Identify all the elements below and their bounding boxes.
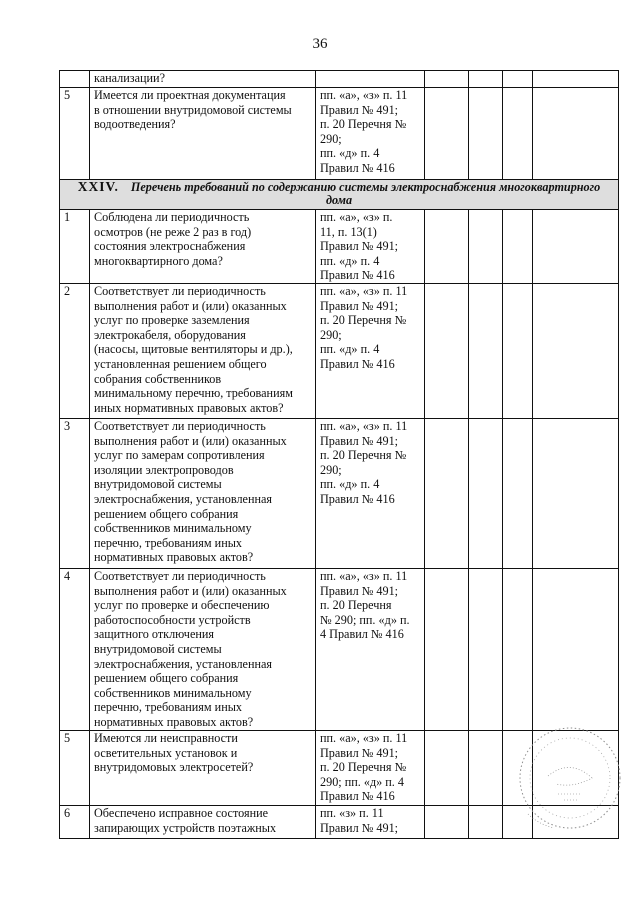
table-row	[60, 71, 619, 88]
cell-no	[469, 88, 503, 180]
row-question: Соблюдена ли периодичность осмотров (не реже 2 раз в год) состояния электроснабжения многоквартирного дома?	[90, 210, 316, 284]
row-question: Соответствует ли периодичность выполнения работ и (или) оказанных услуг по замерам сопротивления изоляции электропроводов внутридомовой системы электроснабжения, установленная решением общего собрания собственников минимальному перечню, требованиям иных нормативных правовых актов?	[90, 418, 316, 568]
row-question: Обеспечено исправное состояние запирающих устройств поэтажных	[90, 805, 316, 838]
row-number: 4	[60, 568, 90, 730]
cell-note	[533, 418, 619, 568]
cell-na	[503, 71, 533, 88]
row-question: Соответствует ли периодичность выполнения работ и (или) оказанных услуг по проверке заземления электрокабеля, оборудования (насосы, щитовые вентиляторы и др.), установленная решением общего собрания собственников минимальному перечню, требованиям иных нормативных правовых актов?	[90, 283, 316, 418]
table-row	[60, 88, 619, 180]
row-number: 6	[60, 805, 90, 838]
row-number: 1	[60, 210, 90, 284]
row-number: 2	[60, 283, 90, 418]
row-reference: пп. «а», «з» п. 11 Правил № 491; п. 20 Перечня № 290; пп. «д» п. 4 Правил № 416	[316, 418, 425, 568]
section-title: Перечень требований по содержанию системы электроснабжения многоквартирного дома	[130, 180, 601, 207]
cell-yes	[425, 418, 469, 568]
cell-yes	[425, 568, 469, 730]
cell-yes	[425, 730, 469, 805]
cell-no	[469, 418, 503, 568]
cell-na	[503, 283, 533, 418]
row-reference: пп. «а», «з» п. 11 Правил № 491; п. 20 Перечня № 290; пп. «д» п. 4 Правил № 416	[316, 283, 425, 418]
cell-no	[469, 210, 503, 284]
row-reference: пп. «а», «з» п. 11 Правил № 491; п. 20 Перечня № 290; пп. «д» п. 4 Правил № 416	[316, 568, 425, 730]
row-reference	[316, 71, 425, 88]
cell-note	[533, 210, 619, 284]
cell-yes	[425, 210, 469, 284]
cell-note	[533, 88, 619, 180]
cell-note	[533, 568, 619, 730]
row-question: Соответствует ли периодичность выполнения работ и (или) оказанных услуг по проверке и обеспечению работоспособности устройств защитного отключения внутридомовой системы электроснабжения, установленная решением общего собрания собственников минимальному перечню, требованиям иных нормативных правовых актов?	[90, 568, 316, 730]
stamp-seal-icon	[508, 718, 626, 836]
row-reference: пп. «а», «з» п. 11 Правил № 491; п. 20 Перечня № 290; пп. «д» п. 4 Правил № 416	[316, 730, 425, 805]
section-header	[60, 180, 619, 210]
table-row	[60, 210, 619, 284]
row-number	[60, 71, 90, 88]
section-header-row	[60, 180, 619, 210]
page-number: 36	[312, 36, 328, 52]
cell-yes	[425, 805, 469, 838]
row-reference: пп. «а», «з» п. 11, п. 13(1) Правил № 491; пп. «д» п. 4 Правил № 416	[316, 210, 425, 284]
row-number: 5	[60, 730, 90, 805]
cell-na	[503, 568, 533, 730]
cell-na	[503, 88, 533, 180]
row-number: 3	[60, 418, 90, 568]
cell-yes	[425, 88, 469, 180]
cell-note	[533, 71, 619, 88]
row-question: канализации?	[90, 71, 316, 88]
table-row	[60, 568, 619, 730]
table-row	[60, 418, 619, 568]
section-number: XXIV.	[77, 179, 119, 194]
cell-na	[503, 418, 533, 568]
cell-yes	[425, 71, 469, 88]
row-question: Имеется ли проектная документация в отношении внутридомовой системы водоотведения?	[90, 88, 316, 180]
row-reference: пп. «а», «з» п. 11 Правил № 491; п. 20 Перечня № 290; пп. «д» п. 4 Правил № 416	[316, 88, 425, 180]
cell-note	[533, 283, 619, 418]
cell-no	[469, 568, 503, 730]
table-row	[60, 283, 619, 418]
cell-no	[469, 283, 503, 418]
row-reference: пп. «з» п. 11 Правил № 491;	[316, 805, 425, 838]
cell-yes	[425, 283, 469, 418]
row-number: 5	[60, 88, 90, 180]
cell-na	[503, 210, 533, 284]
cell-no	[469, 71, 503, 88]
cell-no	[469, 805, 503, 838]
row-question: Имеются ли неисправности осветительных установок и внутридомовых электросетей?	[90, 730, 316, 805]
cell-no	[469, 730, 503, 805]
